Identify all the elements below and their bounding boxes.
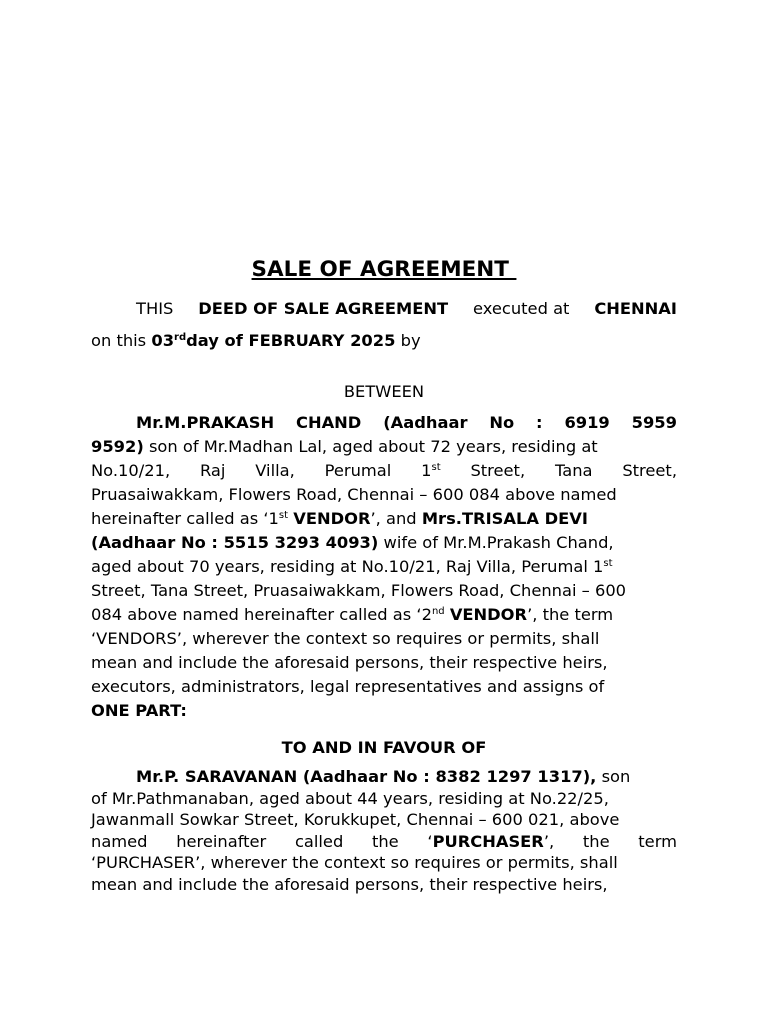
purchaser-paragraph [91,766,677,895]
vendor1-address-street: Street, [470,461,526,480]
purchaser-the2: the [582,831,610,851]
text-city: CHENNAI [594,299,677,318]
vendor1-called-as: hereinafter called as ‘1 [91,509,279,528]
vendor1-address-street2: Street, [622,461,677,480]
vendor1-aadhaar-colon: : [536,413,543,432]
vendors-line-8: Street, Tana Street, Pruasaiwakkam, Flowers Road, Chennai – 600 [91,581,627,600]
purchaser-role: PURCHASER [432,831,544,851]
purchaser-line-6: mean and include the aforesaid persons, their respective heirs, [91,874,608,894]
text-day-date: day of FEBRUARY 2025 [186,331,396,350]
vendor1-address-perumal: Perumal [324,461,392,480]
vendor1-aadhaar-no: No [489,413,515,432]
vendors-line-3 [91,459,677,483]
vendor1-name-part2: CHAND [296,413,362,432]
text-deed-of-sale: DEED OF SALE AGREEMENT [198,299,449,318]
vendor2-role: VENDOR [449,605,528,624]
purchaser-hereinafter: hereinafter [176,831,267,851]
purchaser-line-3: Jawanmall Sowkar Street, Korukkupet, Chennai – 600 021, above [91,810,620,829]
between-heading [91,380,677,404]
text-on-this: on this [91,331,147,350]
between-text: BETWEEN [343,382,425,401]
purchaser-son: son [601,767,631,786]
opening-paragraph [91,296,677,352]
purchaser-line-5: ‘PURCHASER’, wherever the context so requires or permits, shall [91,853,618,872]
text-day-number: 03 [151,331,175,350]
vendors-line-4: Pruasaiwakkam, Flowers Road, Chennai – 600 084 above named [91,485,617,504]
vendors-line-6 [91,531,677,555]
vendor1-ordinal-suffix: st [278,510,289,521]
vendor2-address: aged about 70 years, residing at No.10/21, Raj Villa, Perumal 1 [91,557,604,576]
purchaser-line-1 [91,766,677,788]
vendor1-address-tana: Tana [554,461,593,480]
purchaser-called: called [294,831,344,851]
text-day-suffix: rd [174,332,187,343]
one-part-label: ONE PART: [91,701,187,720]
favour-heading [91,736,677,760]
document-title: SALE OF AGREEMENT [251,257,517,282]
vendor1-aadhaar-label: (Aadhaar [383,413,468,432]
vendors-line-7 [91,555,677,579]
opening-line-2 [91,326,677,352]
vendor1-aadhaar-part1: 6919 [564,413,610,432]
vendor2-called-as: 084 above named hereinafter called as ‘2 [91,605,432,624]
vendor1-aadhaar-part2: 5959 [631,413,677,432]
purchaser-term: term [638,831,677,851]
vendors-line-11: mean and include the aforesaid persons, their respective heirs, [91,653,608,672]
vendors-line-10: ‘VENDORS’, wherever the context so requires or permits, shall [91,629,600,648]
vendors-line-9 [91,603,677,627]
text-this: THIS [136,299,174,318]
opening-line-1 [91,296,677,322]
vendor2-parentage: wife of Mr.M.Prakash Chand, [383,533,614,552]
purchaser-quote-close: ’, [543,831,555,851]
vendor2-street-suffix: st [603,558,613,569]
vendor2-ordinal-suffix: nd [431,606,445,617]
vendors-paragraph [91,411,677,723]
purchaser-name-aadhaar: Mr.P. SARAVANAN (Aadhaar No : 8382 1297 1317), [136,767,597,786]
vendor1-and: ’, and [370,509,417,528]
vendor1-address-street-suffix: st [431,462,441,473]
purchaser-line-4 [91,831,677,853]
vendor1-aadhaar-part3: 9592) [91,437,144,456]
favour-heading-text: TO AND IN FAVOUR OF [281,738,487,757]
vendor2-name: Mrs.TRISALA DEVI [421,509,588,528]
vendor1-address-no: No.10/21, [91,461,171,480]
vendors-line-5 [91,507,677,531]
vendors-line-12: executors, administrators, legal representatives and assigns of [91,677,605,696]
vendors-line-1 [91,411,677,435]
vendor1-role: VENDOR [293,509,371,528]
vendor1-address-villa: Villa, [255,461,295,480]
purchaser-quote-open: ‘ [427,831,433,851]
purchaser-named: named [91,831,148,851]
vendor2-term: ’, the term [527,605,614,624]
vendor1-address-street-num: 1 [421,461,432,480]
vendor2-aadhaar: (Aadhaar No : 5515 3293 4093) [91,533,379,552]
text-by: by [400,331,421,350]
purchaser-line-2: of Mr.Pathmanaban, aged about 44 years, residing at No.22/25, [91,788,609,808]
vendor1-address-raj: Raj [199,461,226,480]
vendor1-name-part1: Mr.M.PRAKASH [136,413,275,432]
vendors-line-13 [91,699,677,723]
vendors-line-2 [91,435,677,459]
purchaser-the: the [371,831,399,851]
vendor1-parentage: son of Mr.Madhan Lal, aged about 72 years, residing at [148,437,598,456]
text-executed-at: executed at [473,299,570,318]
